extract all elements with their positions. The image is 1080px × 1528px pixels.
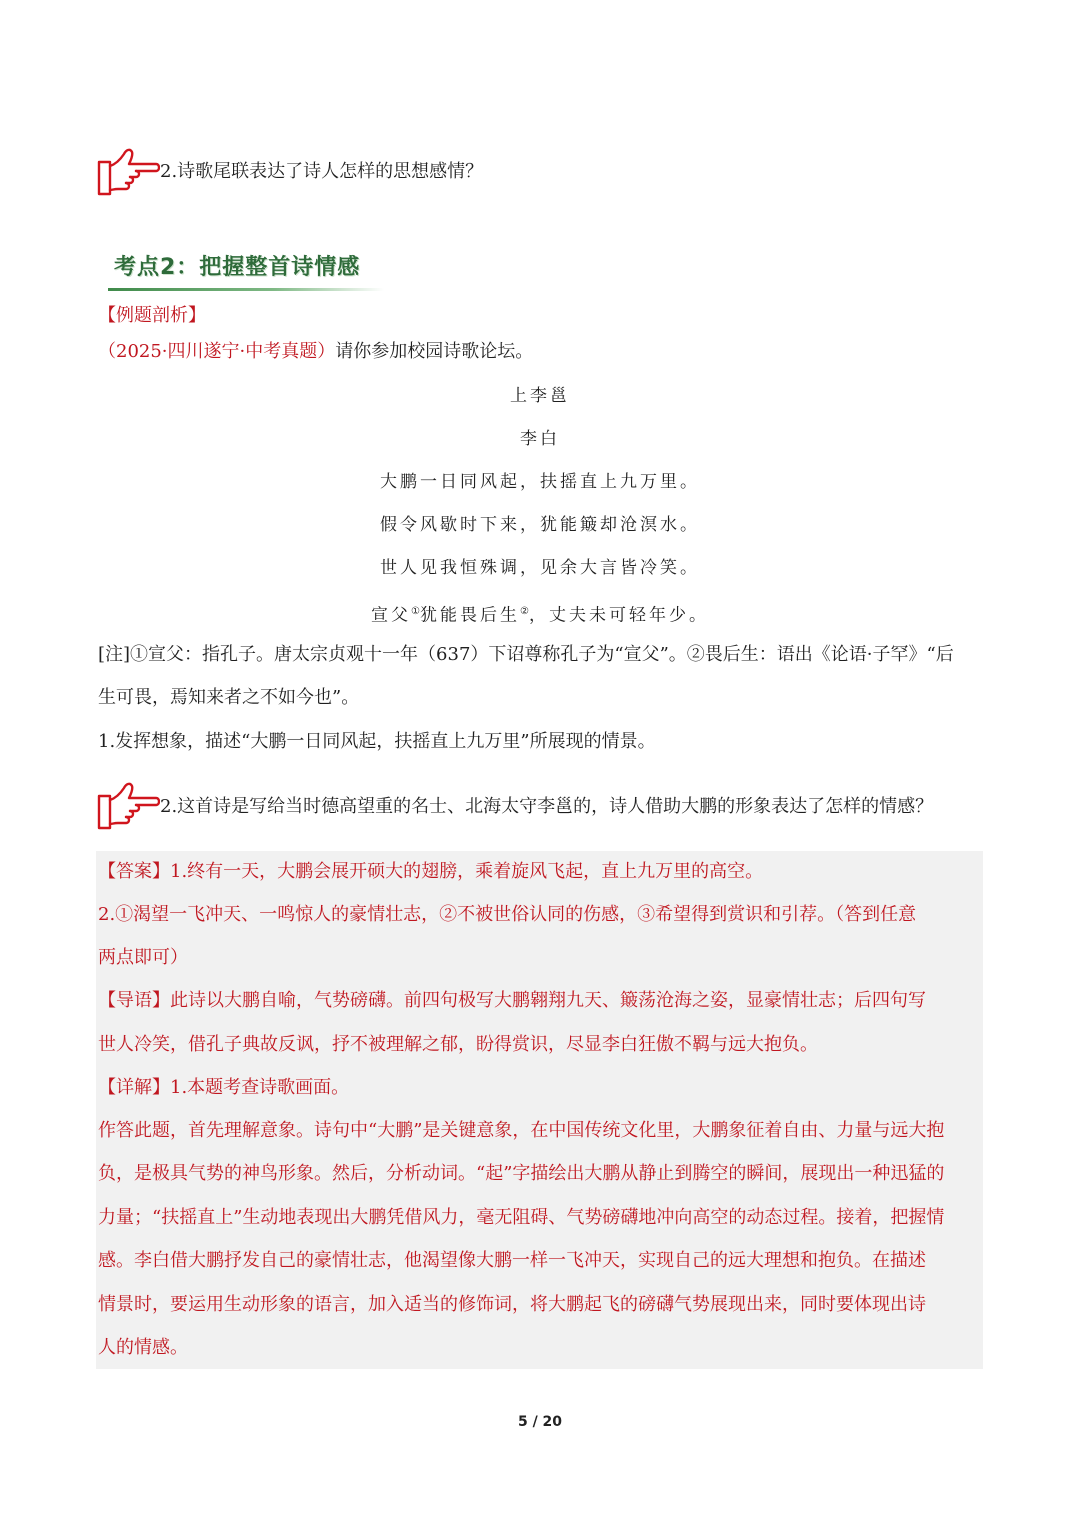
poem-line-4-b: 犹能畏后生: [420, 605, 520, 626]
guide-text-1: 此诗以大鹏自喻，气势磅礴。前四句极写大鹏翱翔九天、簸荡沧海之姿，显豪情壮志；后四句写: [170, 990, 926, 1011]
poem-title: 上李邕: [510, 386, 570, 406]
detail-line-7: 人的情感。: [98, 1337, 188, 1358]
question-1: 1.发挥想象，描述“大鹏一日同风起，扶摇直上九万里”所展现的情景。: [98, 731, 656, 752]
detail-line-5: 感。李白借大鹏抒发自己的豪情壮志，他渴望像大鹏一样一飞冲天，实现自己的远大理想和抱负。在描述: [98, 1250, 926, 1271]
detail-text-1: 1.本题考查诗歌画面。: [170, 1077, 350, 1098]
poem-line-4-c: ，丈夫未可轻年少。: [528, 605, 709, 626]
guide-line-2: 世人冷笑，借孔子典故反讽，抒不被理解之郁，盼得赏识，尽显李白狂傲不羁与远大抱负。: [98, 1034, 818, 1055]
example-label: 【例题剖析】: [98, 305, 206, 326]
example-source: （2025·四川遂宁·中考真题）: [98, 341, 336, 362]
detail-line-3: 负，是极具气势的神鸟形象。然后，分析动词。“起”字描绘出大鹏从静止到腾空的瞬间，展现出一种迅猛的: [98, 1163, 945, 1184]
detail-line-2: 作答此题，首先理解意象。诗句中“大鹏”是关键意象，在中国传统文化里，大鹏象征着自由、力量与远大抱: [98, 1120, 945, 1141]
answer-line-3: 两点即可）: [98, 947, 188, 968]
answer-line-1: [98, 857, 763, 887]
poem-line-2: 假令风歇时下来，犹能簸却沧溟水。: [380, 515, 700, 535]
detail-line-6: 情景时，要运用生动形象的语言，加入适当的修饰词，将大鹏起飞的磅礴气势展现出来，同时要体现出诗: [98, 1294, 926, 1315]
detail-line-1: [98, 1073, 349, 1103]
answer-line-2: 2.①渴望一飞冲天、一鸣惊人的豪情壮志，②不被世俗认同的伤感，③希望得到赏识和引荐。（答到任意: [98, 904, 917, 925]
page-number: 5 / 20: [517, 1414, 563, 1430]
poem-line-4-a: 宣父: [371, 605, 412, 626]
section-underline: [108, 288, 384, 291]
example-prompt: 请你参加校园诗歌论坛。: [335, 341, 534, 362]
poem-line-4: [0, 597, 1080, 631]
answer-text-1: 1.终有一天，大鹏会展开硕大的翅膀，乘着旋风飞起，直上九万里的高空。: [170, 861, 764, 882]
notes-line-2: 生可畏，焉知来者之不如今也”。: [98, 687, 360, 708]
question-2-top: 2.诗歌尾联表达了诗人怎样的思想感情？: [160, 161, 484, 182]
example-source-line: [98, 337, 533, 367]
detail-label: 【详解】: [98, 1077, 170, 1098]
pointing-hand-icon: [96, 144, 160, 198]
notes-line-1: [注]①宣父：指孔子。唐太宗贞观十一年（637）下诏尊称孔子为“宣父”。②畏后生：语出《论语·子罕》“后: [98, 644, 954, 665]
poem-line-3: 世人见我恒殊调，见余大言皆冷笑。: [380, 558, 700, 578]
answer-label: 【答案】: [98, 861, 170, 882]
guide-label: 【导语】: [98, 990, 170, 1011]
footnote-marker-2: ②: [520, 606, 529, 617]
detail-line-4: 力量；“扶摇直上”生动地表现出大鹏凭借风力，毫无阻碍、气势磅礴地冲向高空的动态过程。接着，把握情: [98, 1207, 945, 1228]
pointing-hand-icon: [96, 778, 160, 832]
question-2: 2.这首诗是写给当时德高望重的名士、北海太守李邕的，诗人借助大鹏的形象表达了怎样的情感？: [160, 796, 934, 817]
section-title: 考点2：把握整首诗情感: [114, 255, 361, 280]
poem-line-1: 大鹏一日同风起，扶摇直上九万里。: [380, 472, 700, 492]
poem-author: 李白: [520, 429, 560, 449]
footnote-marker-1: ①: [411, 606, 420, 617]
guide-line-1: [98, 986, 926, 1016]
